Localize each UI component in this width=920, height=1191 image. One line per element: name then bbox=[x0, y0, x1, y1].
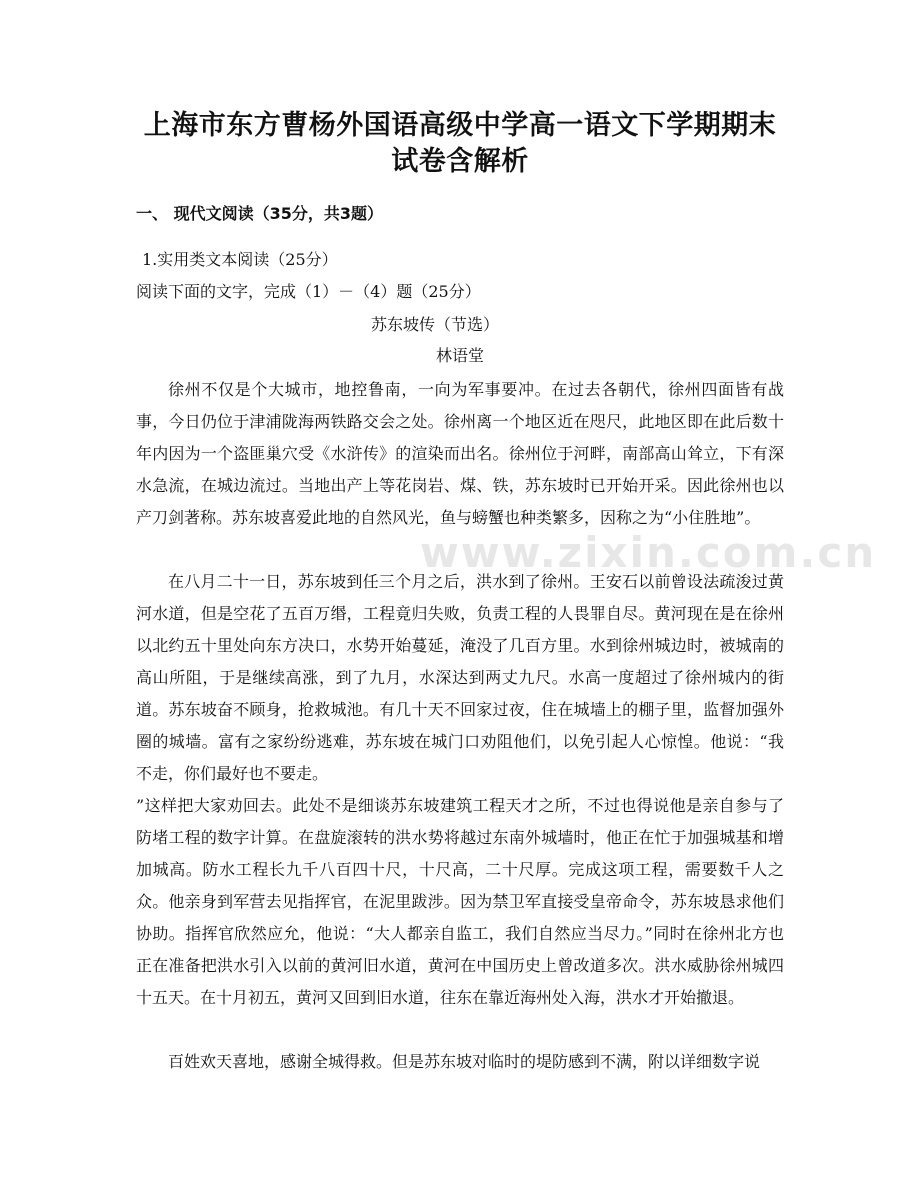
article-author: 林语堂 bbox=[435, 346, 484, 365]
question-label: 1.实用类文本阅读（25分） bbox=[142, 250, 338, 269]
paragraph-2: 在八月二十一日，苏东坡到任三个月之后，洪水到了徐州。王安石以前曾设法疏浚过黄河水道，但是空花了五百万缗，工程竟归失败，负责工程的人畏罪自尽。黄河现在是在徐州以北约五十里处向东方决口，水势开始蔓延，淹没了几百方里。水到徐州城边时，被城南的高山所阻，于是继续高涨，到了九月，水深达到两丈九尺。水高一度超过了徐州城内的街道。苏东坡奋不顾身，抢救城池。有几十天不回家过夜，住在城墙上的棚子里，监督加强外圈的城墙。富有之家纷纷逃难，苏东坡在城门口劝阻他们，以免引起人心惊惶。他说：“我不走，你们最好也不要走。 bbox=[136, 572, 784, 783]
paragraph-1: 徐州不仅是个大城市，地控鲁南，一向为军事要冲。在过去各朝代，徐州四面皆有战事，今日仍位于津浦陇海两铁路交会之处。徐州离一个地区近在咫尺，此地区即在此后数十年内因为一个盗匪巢穴受《水浒传》的渲染而出名。徐州位于河畔，南部高山耸立，下有深水急流，在城边流过。当地出产上等花岗岩、煤、铁，苏东坡时已开始开采。因此徐州也以产刀剑著称。苏东坡喜爱此地的自然风光，鱼与螃蟹也种类繁多，因称之为“小住胜地”。 bbox=[136, 380, 784, 527]
section-heading-reading: 一、 现代文阅读（35分，共3题） bbox=[136, 204, 383, 223]
document-title bbox=[100, 108, 820, 180]
article-title: 苏东坡传（节选） bbox=[370, 315, 499, 334]
watermark-text: www.zixin.com.cn bbox=[420, 528, 877, 577]
paragraph-4: 百姓欢天喜地，感谢全城得救。但是苏东坡对临时的堤防感到不满，附以详细数字说 bbox=[168, 1052, 761, 1071]
document-title-line-2: 试卷含解析 bbox=[391, 146, 529, 177]
document-title-line-1: 上海市东方曹杨外国语高级中学高一语文下学期期末 bbox=[143, 110, 777, 141]
paragraph-3: ”这样把大家劝回去。此处不是细谈苏东坡建筑工程天才之所，不过也得说他是亲自参与了防堵工程的数字计算。在盘旋滚转的洪水势将越过东南外城墙时，他正在忙于加强城基和增加城高。防水工程长九千八百四十尺，十尺高，二十尺厚。完成这项工程，需要数千人之众。他亲身到军营去见指挥官，在泥里跋涉。因为禁卫军直接受皇帝命令，苏东坡恳求他们协助。指挥官欣然应允，他说：“大人都亲自监工，我们自然应当尽力。”同时在徐州北方也正在准备把洪水引入以前的黄河旧水道，黄河在中国历史上曾改道多次。洪水威胁徐州城四十五天。在十月初五，黄河又回到旧水道，往东在靠近海州处入海，洪水才开始撤退。 bbox=[136, 796, 784, 1007]
instruction-text: 阅读下面的文字，完成（1）－（4）题（25分） bbox=[136, 282, 481, 301]
